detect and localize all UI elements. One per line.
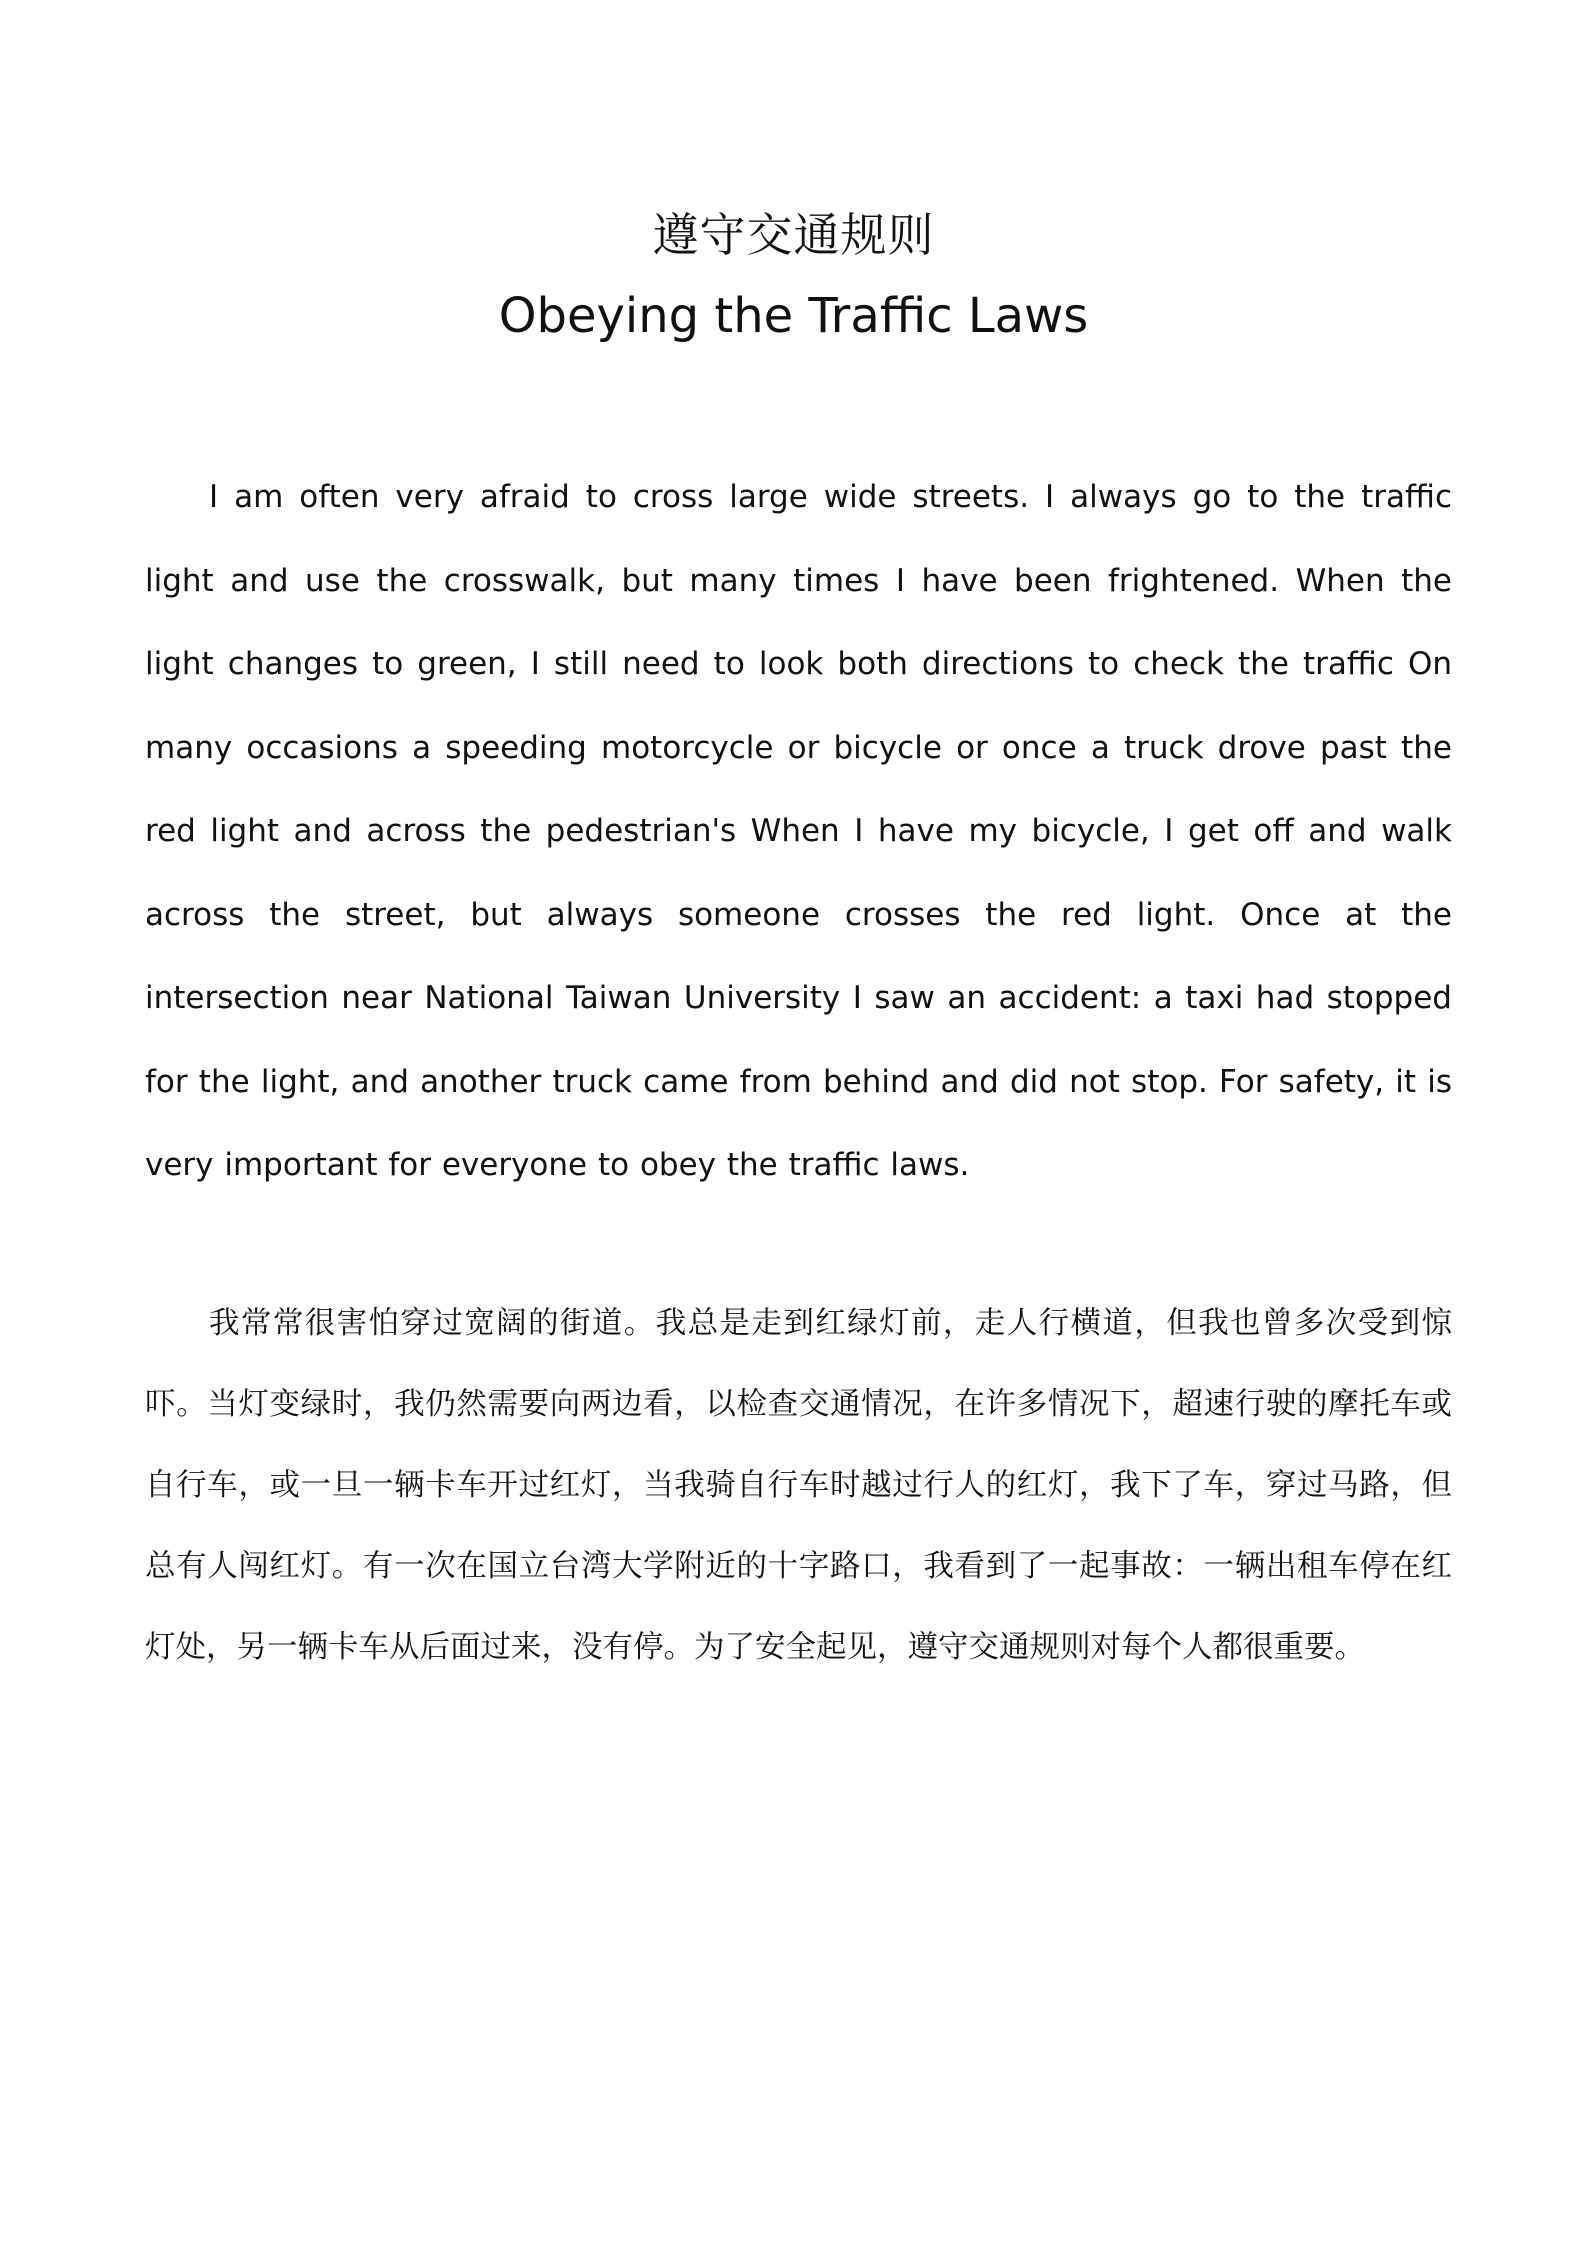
- paragraph-english: I am often very afraid to cross large wide streets. I always go to the traffic light and use the crosswalk, but many times I have been frightened. When the light changes to green, I still need to look both directions to check the traffic On many occasions a speeding motorcycle or bicycle or once a truck drove past the red light and across the pedestrian's When I have my bicycle, I get off and walk across the street, but always someone crosses the red light. Once at the intersection near National Taiwan University I saw an accident: a taxi had stopped for the light, and another truck came from behind and did not stop. For safety, it is very important for everyone to obey the traffic laws.: [145, 479, 1452, 1183]
- title-chinese: 遵守交通规则: [652, 208, 935, 262]
- paragraph-chinese: 我常常很害怕穿过宽阔的街道。我总是走到红绿灯前，走人行横道，但我也曾多次受到惊吓。当灯变绿时，我仍然需要向两边看，以检查交通情况，在许多情况下，超速行驶的摩托车或自行车，或一旦一辆卡车开过红灯，当我骑自行车时越过行人的红灯，我下了车，穿过马路，但总有人闯红灯。有一次在国立台湾大学附近的十字路口，我看到了一起事故：一辆出租车停在红灯处，另一辆卡车从后面过来，没有停。为了安全起见，遵守交通规则对每个人都很重要。: [145, 1306, 1452, 1665]
- title-english: Obeying the Traffic Laws: [498, 288, 1089, 344]
